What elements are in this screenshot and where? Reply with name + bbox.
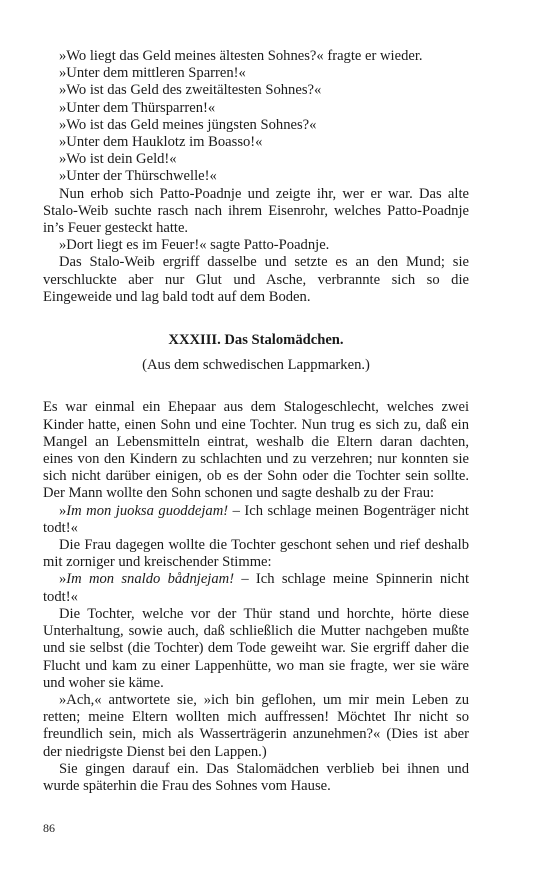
dialogue-line: »Unter dem Hauklotz im Boasso!« xyxy=(59,134,263,151)
story-paragraph xyxy=(43,571,469,605)
saami-quote: Im mon snaldo bådnjejam! xyxy=(66,571,235,588)
section-title: XXXIII. Das Stalomädchen. xyxy=(168,332,344,349)
dialogue-line: »Wo ist das Geld des zweitältesten Sohnes?« xyxy=(59,82,322,99)
narrative-paragraph: Nun erhob sich Patto-Poadnje und zeigte ihr, wer er war. Das alte Stalo-Weib suchte rasch nach ihrem Eisenrohr, welches Patto-Poadnje in’s Feuer gesteckt hatte. xyxy=(43,185,469,237)
dialogue-line: »Wo liegt das Geld meines ältesten Sohnes?« fragte er wieder. xyxy=(59,48,423,64)
saami-quote: Im mon juoksa guoddejam! xyxy=(66,502,229,519)
section-subtitle: (Aus dem schwedischen Lappmarken.) xyxy=(142,357,370,374)
narrative-paragraph: Das Stalo-Weib ergriff dasselbe und setzte es an den Mund; sie verschluckte aber nur Glut und Asche, verbrannte sich so die Eingeweide und lag bald todt auf dem Boden. xyxy=(43,254,469,305)
dialogue-line: »Wo ist das Geld meines jüngsten Sohnes?« xyxy=(59,116,317,133)
quote-translation: – Ich schlage meine Spinnerin nicht todt!« xyxy=(43,571,470,605)
section-spacer xyxy=(43,374,469,399)
page-text-block xyxy=(43,48,469,795)
dialogue-line: »Unter dem mittleren Sparren!« xyxy=(59,65,246,82)
quote-open: » xyxy=(59,571,67,588)
story-paragraph: Die Frau dagegen wollte die Tochter geschont sehen und rief deshalb mit zorniger und kreischender Stimme: xyxy=(43,537,469,571)
story-paragraph: Sie gingen darauf ein. Das Stalomädchen verblieb bei ihnen und wurde späterhin die Frau des Sohnes vom Hause. xyxy=(43,760,469,794)
story-paragraph: Es war einmal ein Ehepaar aus dem Stalogeschlecht, welches zwei Kinder hatte, einen Sohn und eine Tochter. Nun trug es sich zu, daß ein Mangel an Lebensmitteln eintrat, weshalb die Eltern daran dachten, eines von den Kindern zu schlachten und zu verzehren; nur konnten sie sich nicht darüber einigen, ob es der Sohn oder die Tochter sein sollte. Der Mann wollte den Sohn schonen und sagte deshalb zu der Frau: xyxy=(43,399,469,502)
page-number: 86 xyxy=(43,821,55,835)
quote-translation: – Ich schlage meinen Bogenträger nicht todt!« xyxy=(43,502,469,536)
story-paragraph: Die Tochter, welche vor der Thür stand und horchte, hörte diese Unterhaltung, sowie auch, daß schließlich die Mutter nachgeben mußte und sie selbst (die Tochter) dem Tode geweiht war. Sie ergriff daher die Flucht und kam zu einer Lappenhütte, wo man sie fragte, wer sie wäre und woher sie käme. xyxy=(43,605,469,691)
dialogue-line: »Dort liegt es im Feuer!« sagte Patto-Poadnje. xyxy=(59,237,330,254)
dialogue-line: »Wo ist dein Geld!« xyxy=(59,151,177,168)
story-paragraph xyxy=(43,503,469,537)
dialogue-line: »Unter der Thürschwelle!« xyxy=(59,168,217,185)
story-paragraph: »Ach,« antwortete sie, »ich bin geflohen, um mir mein Leben zu retten; meine Eltern wollten mich auffressen! Möchtet Ihr nicht so freundlich sein, mich als Wasserträgerin anzunehmen?« (Dies ist aber der niedrigste Dienst bei den Lappen.) xyxy=(43,691,469,760)
dialogue-line: »Unter dem Thürsparren!« xyxy=(59,99,216,116)
quote-open: » xyxy=(59,502,67,519)
